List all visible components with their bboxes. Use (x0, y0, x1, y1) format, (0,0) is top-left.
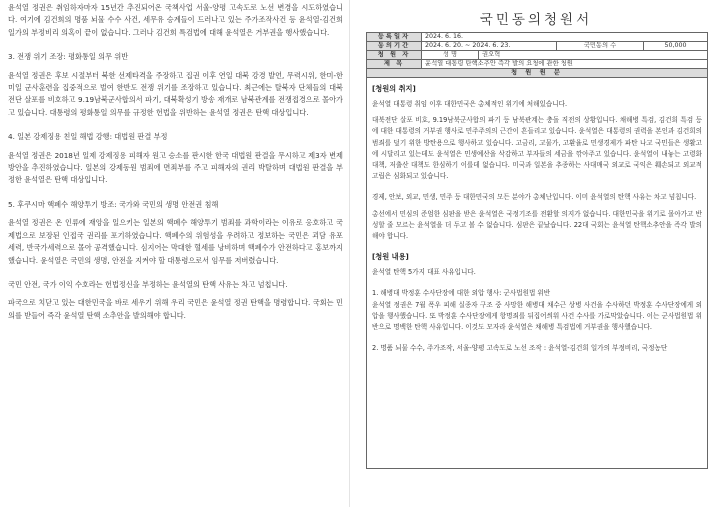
name-value: 권오혁 (479, 51, 708, 60)
petition-title: 국민동의청원서 (479, 12, 593, 28)
purpose-heading: [청원의 취지] (372, 84, 416, 93)
right-page (360, 0, 710, 507)
left-paragraph: 파국으로 치닫고 있는 대한민국을 바로 세우기 위해 우리 국민은 윤석열 정권 탄핵을 명령합니다. 국회는 민의를 받들어 즉각 윤석열 탄핵 소추안을 발의해야 합니다. (8, 298, 343, 320)
content-item-2-heading: 2. 명품 뇌물 수수, 주가조작, 서울-양평 고속도로 노선 조작 : 윤석열-김건희 일가의 부정비리, 국정농단 (372, 344, 668, 353)
content-heading: [청원 내용] (372, 252, 409, 262)
original-text-header: 청 원 원 문 (367, 69, 708, 78)
left-paragraph: 윤석열 정권은 후보 시절부터 북한 선제타격을 주장하고 집권 이후 연일 대북 강경 발언, 무력시위, 한미-한미일 군사훈련을 집중적으로 벌여 한반도 전쟁 위기를 조장하고 있습니다. 최근에는 탈북자 단체들의 대북전단 살포를 비호하고 9.19남북군사합의서 파기, 대북확성기 방송 재개로 남북관계를 전쟁접경으로 몰아가고 있습니다. 대통령의 평화통일 의무를 규정한 헌법을 위반하는 윤석열 정권은 탄핵 대상입니다. (8, 70, 343, 117)
purpose-paragraph: 윤석열 대통령 취임 이후 대한민국은 총체적인 위기에 처해있습니다. (372, 100, 568, 108)
left-page (0, 0, 350, 507)
petitioner-label: 청 원 자 (367, 51, 422, 60)
reg-date-value: 2024. 6. 16. (422, 33, 708, 42)
petition-info-table (366, 32, 708, 78)
content-item-1-heading: 1. 해병대 박정훈 수사단장에 대한 외압 행사: 군사법원법 위반 (372, 289, 551, 298)
agree-count-label: 국민동의 수 (557, 42, 644, 51)
purpose-paragraph: 경제, 안보, 외교, 민생, 민주 등 대한민국의 모든 분야가 총체난입니다. 이미 윤석열의 탄핵 사유는 차고 넘칩니다. (372, 193, 697, 202)
section-4-heading: 4. 일본 강제징용 친일 해법 강행: 대법원 판결 부정 (8, 132, 168, 142)
section-5-heading: 5. 후쿠시마 핵폐수 해양투기 방조: 국가와 국민의 생명 안전권 침해 (8, 199, 219, 209)
agree-period-value: 2024. 6. 20. ~ 2024. 6. 23. (422, 42, 557, 51)
content-paragraph: 윤석열 탄핵 5가지 대표 사유입니다. (372, 268, 476, 277)
agree-period-label: 동의기간 (367, 42, 422, 51)
subject-label: 제 목 (367, 60, 422, 69)
left-paragraph: 윤석열 정권은 2018년 일제 강제징용 피해자 원고 승소를 판시한 한국 대법원 판결을 무시하고 제3자 변제 방안을 추진하였습니다. 일본의 강제동원 범죄에 면죄부를 주고 피해자의 권리 박탈하며 대법원 판결을 부정한 윤석열은 탄핵 대상입니다. (8, 150, 343, 185)
left-paragraph: 윤석열 정권은 취임하자마자 15년간 추진되어온 국책사업 서울-양평 고속도로 노선 변경을 시도하였습니다. 여기에 김건희의 명품 뇌물 수수 사건, 세무유 승계들이 드러나고 있는 주가조작사건 등 윤석열-김건희 일가의 부정비리 의혹이 끝이 없습니다. 그러나 김건희 특검법에 대해 윤석열은 거부권을 행사했습니다. (8, 3, 343, 37)
left-paragraph: 국민 안전, 국가 이익 수호라는 헌법정신을 부정하는 윤석열의 탄핵 사유는 차고 넘칩니다. (8, 279, 288, 289)
subject-value: 윤석열 대통령 탄핵소추안 즉각 발의 요청에 관한 청원 (422, 60, 708, 69)
section-3-heading: 3. 전쟁 위기 조장: 평화통일 의무 위반 (8, 52, 129, 62)
reg-date-label: 등록일자 (367, 33, 422, 42)
petition-body (366, 78, 708, 469)
purpose-paragraph: 대북전단 살포 비호, 9.19남북군사합의 파기 등 남북관계는 충돌 직전의 상황입니다. 채해병 특검, 김건희 특검 등에 대한 대통령의 거부권 행사로 민주주의의 근간이 흔들리고 있습니다. 윤석열은 대통령의 권력을 본인과 김건희의 범죄를 덮기 위한 방탄용으로 행사하고 있습니다. 고금리, 고물가, 고환율로 민생경제가 파탄 나고 국민들은 생활고에 시달리고 있는데도 윤석열은 민생예산을 삭감하고 부자들의 세금을 깎아주고 있습니다. 윤석열이 내놓는 고령화 대책, 저출산 대책도 한심하기 이를데 없습니다. 미국과 일본을 추종하는 사대매국 외교로 국익은 훼손되고 외교적 고립은 심화되고 있습니다. (372, 116, 702, 181)
agree-count-value: 50,000 (643, 42, 707, 51)
left-paragraph: 윤석열 정권은 온 인류에 재앙을 일으키는 일본의 핵폐수 해양투기 범죄를 과학이라는 이유로 옹호하고 국제법으로 보장된 인접국 권리를 포기하였습니다. 핵폐수의 위험성을 우려하고 정보하는 국민은 괴담 유포 세력, 반국가세력으로 몰아 공격했습니다. 심지어는 막대한 혈세를 낭비하며 핵폐수가 안전하다고 홍보까지 했습니다. 윤석열은 국민의 생명, 안전을 지켜야 할 대통령으로서 임무를 저버렸습니다. (8, 218, 343, 265)
name-label: 성 명 (422, 51, 479, 60)
purpose-paragraph: 총선에서 민심의 준엄한 심판을 받은 윤석열은 국정기조를 전환할 의지가 없습니다. 대한민국을 위기로 몰아가고 반성할 줄 모르는 윤석열을 더 두고 볼 수 없습니다. 심판은 끝났습니다. 22대 국회는 윤석열 탄핵소추안을 즉각 발의해야 합니다. (372, 209, 702, 241)
content-paragraph: 윤석열 정권은 7월 폭우 피해 실종자 구조 중 사망한 해병대 채수근 상병 사건을 수사하던 박정훈 수사단장에게 외압을 행사했습니다. 또 박정훈 수사단장에게 항명죄를 뒤집어씌워 사건 수사를 가로막았습니다. 이는 군사법원법 위반으로 명백한 탄핵 사유입니다. 이것도 모자라 윤석열은 채해병 특검법에 거부권을 행사했습니다. (372, 300, 702, 332)
